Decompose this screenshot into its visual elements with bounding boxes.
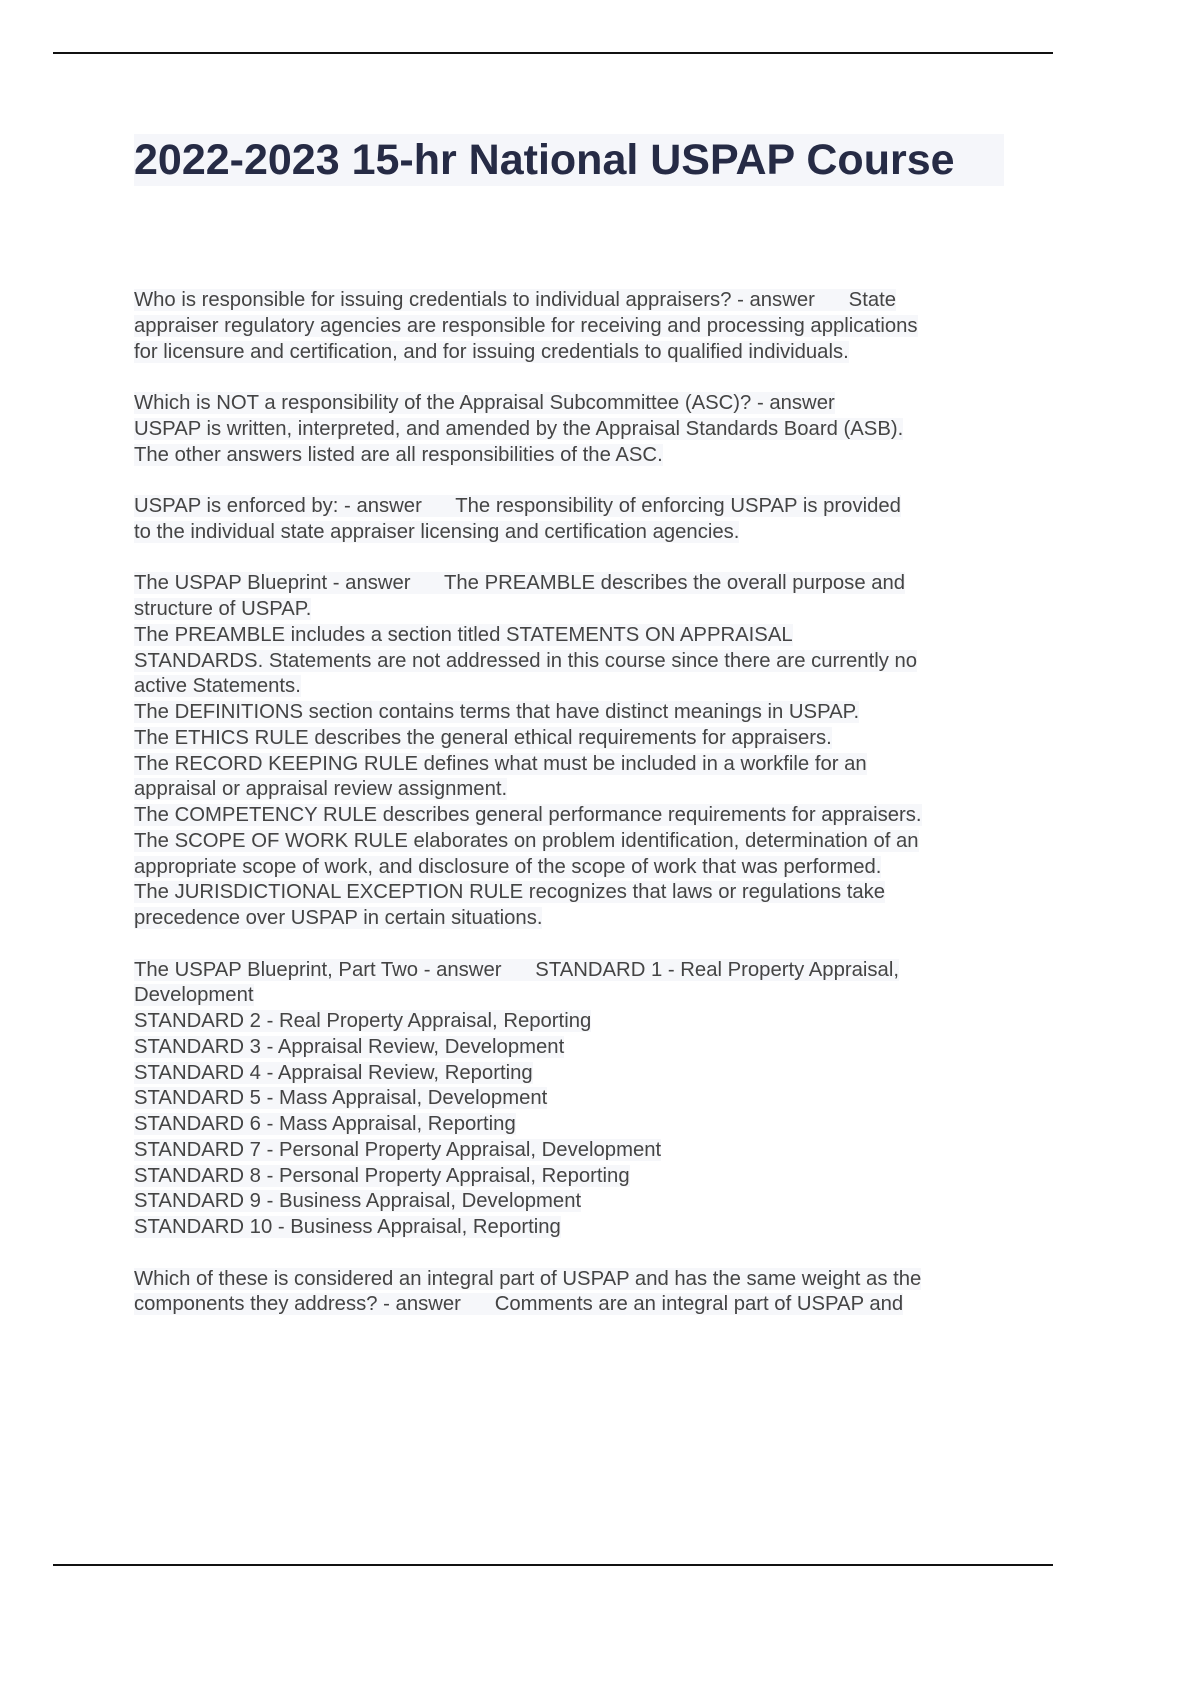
text-line-content: precedence over USPAP in certain situations.	[134, 907, 543, 929]
text-line-content: STANDARDS. Statements are not addressed in this course since there are currently no	[134, 649, 918, 672]
text-line	[134, 752, 1014, 778]
text-line-content: STANDARD 8 - Personal Property Appraisal, Reporting	[134, 1164, 630, 1187]
text-line-content: Development	[134, 984, 254, 1007]
text-line-content: USPAP is enforced by: - answer The responsibility of enforcing USPAP is provided	[134, 495, 901, 517]
text-line	[134, 391, 1014, 417]
text-line	[134, 880, 1014, 906]
text-line	[134, 1267, 1014, 1293]
text-line-content: The COMPETENCY RULE describes general performance requirements for appraisers.	[134, 804, 922, 826]
text-line-content: The ETHICS RULE describes the general ethical requirements for appraisers.	[134, 726, 832, 749]
text-line-content: STANDARD 4 - Appraisal Review, Reporting	[134, 1061, 533, 1084]
qa-paragraph	[134, 494, 1014, 546]
text-line	[134, 906, 1014, 932]
text-line-content: STANDARD 7 - Personal Property Appraisal, Development	[134, 1138, 662, 1161]
text-line	[134, 983, 1014, 1009]
text-line	[134, 1112, 1014, 1138]
text-line	[134, 314, 1014, 340]
text-line	[134, 443, 1014, 469]
text-line-content: STANDARD 10 - Business Appraisal, Reporting	[134, 1216, 561, 1238]
text-line	[134, 417, 1014, 443]
text-line	[134, 1215, 1014, 1241]
text-line-content: STANDARD 3 - Appraisal Review, Development	[134, 1035, 565, 1058]
text-line	[134, 340, 1014, 366]
text-line	[134, 1164, 1014, 1190]
qa-paragraph	[134, 288, 1014, 365]
text-line	[134, 958, 1014, 984]
text-line-content: The DEFINITIONS section contains terms that have distinct meanings in USPAP.	[134, 701, 860, 723]
text-line-content: The RECORD KEEPING RULE defines what must be included in a workfile for an	[134, 752, 867, 775]
text-line	[134, 571, 1014, 597]
text-line-content: The other answers listed are all responsibilities of the ASC.	[134, 443, 663, 466]
text-line	[134, 1292, 1014, 1318]
text-line-content: structure of USPAP.	[134, 598, 312, 620]
text-line-content: The USPAP Blueprint, Part Two - answer STANDARD 1 - Real Property Appraisal,	[134, 958, 899, 981]
text-line-content: Which is NOT a responsibility of the Appraisal Subcommittee (ASC)? - answer	[134, 392, 835, 414]
text-line-content: Which of these is considered an integral part of USPAP and has the same weight as the	[134, 1267, 922, 1290]
top-divider	[53, 52, 1053, 54]
text-line	[134, 520, 1014, 546]
text-line-content: STANDARD 5 - Mass Appraisal, Development	[134, 1087, 548, 1110]
text-line	[134, 1086, 1014, 1112]
text-line	[134, 649, 1014, 675]
qa-paragraph	[134, 958, 1014, 1241]
qa-paragraph	[134, 1267, 1014, 1319]
text-line-content: The USPAP Blueprint - answer The PREAMBLE describes the overall purpose and	[134, 572, 906, 595]
document-body	[134, 288, 1014, 1344]
text-line	[134, 803, 1014, 829]
text-line-content: USPAP is written, interpreted, and amended by the Appraisal Standards Board (ASB).	[134, 417, 904, 440]
text-line-content: appropriate scope of work, and disclosure of the scope of work that was performed.	[134, 855, 882, 878]
text-line	[134, 494, 1014, 520]
text-line-content: STANDARD 2 - Real Property Appraisal, Reporting	[134, 1010, 592, 1032]
qa-paragraph	[134, 391, 1014, 468]
text-line	[134, 623, 1014, 649]
text-line	[134, 1009, 1014, 1035]
text-line-content: The PREAMBLE includes a section titled STATEMENTS ON APPRAISAL	[134, 623, 793, 646]
text-line	[134, 1035, 1014, 1061]
text-line	[134, 700, 1014, 726]
text-line-content: Who is responsible for issuing credentials to individual appraisers? - answer State	[134, 289, 897, 311]
text-line	[134, 597, 1014, 623]
text-line-content: STANDARD 9 - Business Appraisal, Development	[134, 1190, 582, 1213]
text-line-content: active Statements.	[134, 675, 301, 698]
text-line-content: The JURISDICTIONAL EXCEPTION RULE recognizes that laws or regulations take	[134, 881, 886, 904]
text-line	[134, 674, 1014, 700]
text-line-content: to the individual state appraiser licensing and certification agencies.	[134, 520, 740, 543]
text-line-content: STANDARD 6 - Mass Appraisal, Reporting	[134, 1113, 516, 1135]
text-line	[134, 1138, 1014, 1164]
text-line-content: appraiser regulatory agencies are responsible for receiving and processing applications	[134, 314, 918, 337]
text-line	[134, 777, 1014, 803]
text-line-content: for licensure and certification, and for issuing credentials to qualified individuals.	[134, 340, 849, 363]
text-line-content: appraisal or appraisal review assignment.	[134, 778, 508, 801]
text-line	[134, 288, 1014, 314]
qa-paragraph	[134, 571, 1014, 932]
text-line	[134, 1189, 1014, 1215]
text-line-content: The SCOPE OF WORK RULE elaborates on problem identification, determination of an	[134, 829, 919, 852]
text-line	[134, 829, 1014, 855]
text-line	[134, 726, 1014, 752]
text-line	[134, 855, 1014, 881]
text-line-content: components they address? - answer Comments are an integral part of USPAP and	[134, 1293, 904, 1316]
page-title: 2022-2023 15-hr National USPAP Course	[134, 134, 1004, 186]
bottom-divider	[53, 1564, 1053, 1566]
text-line	[134, 1061, 1014, 1087]
